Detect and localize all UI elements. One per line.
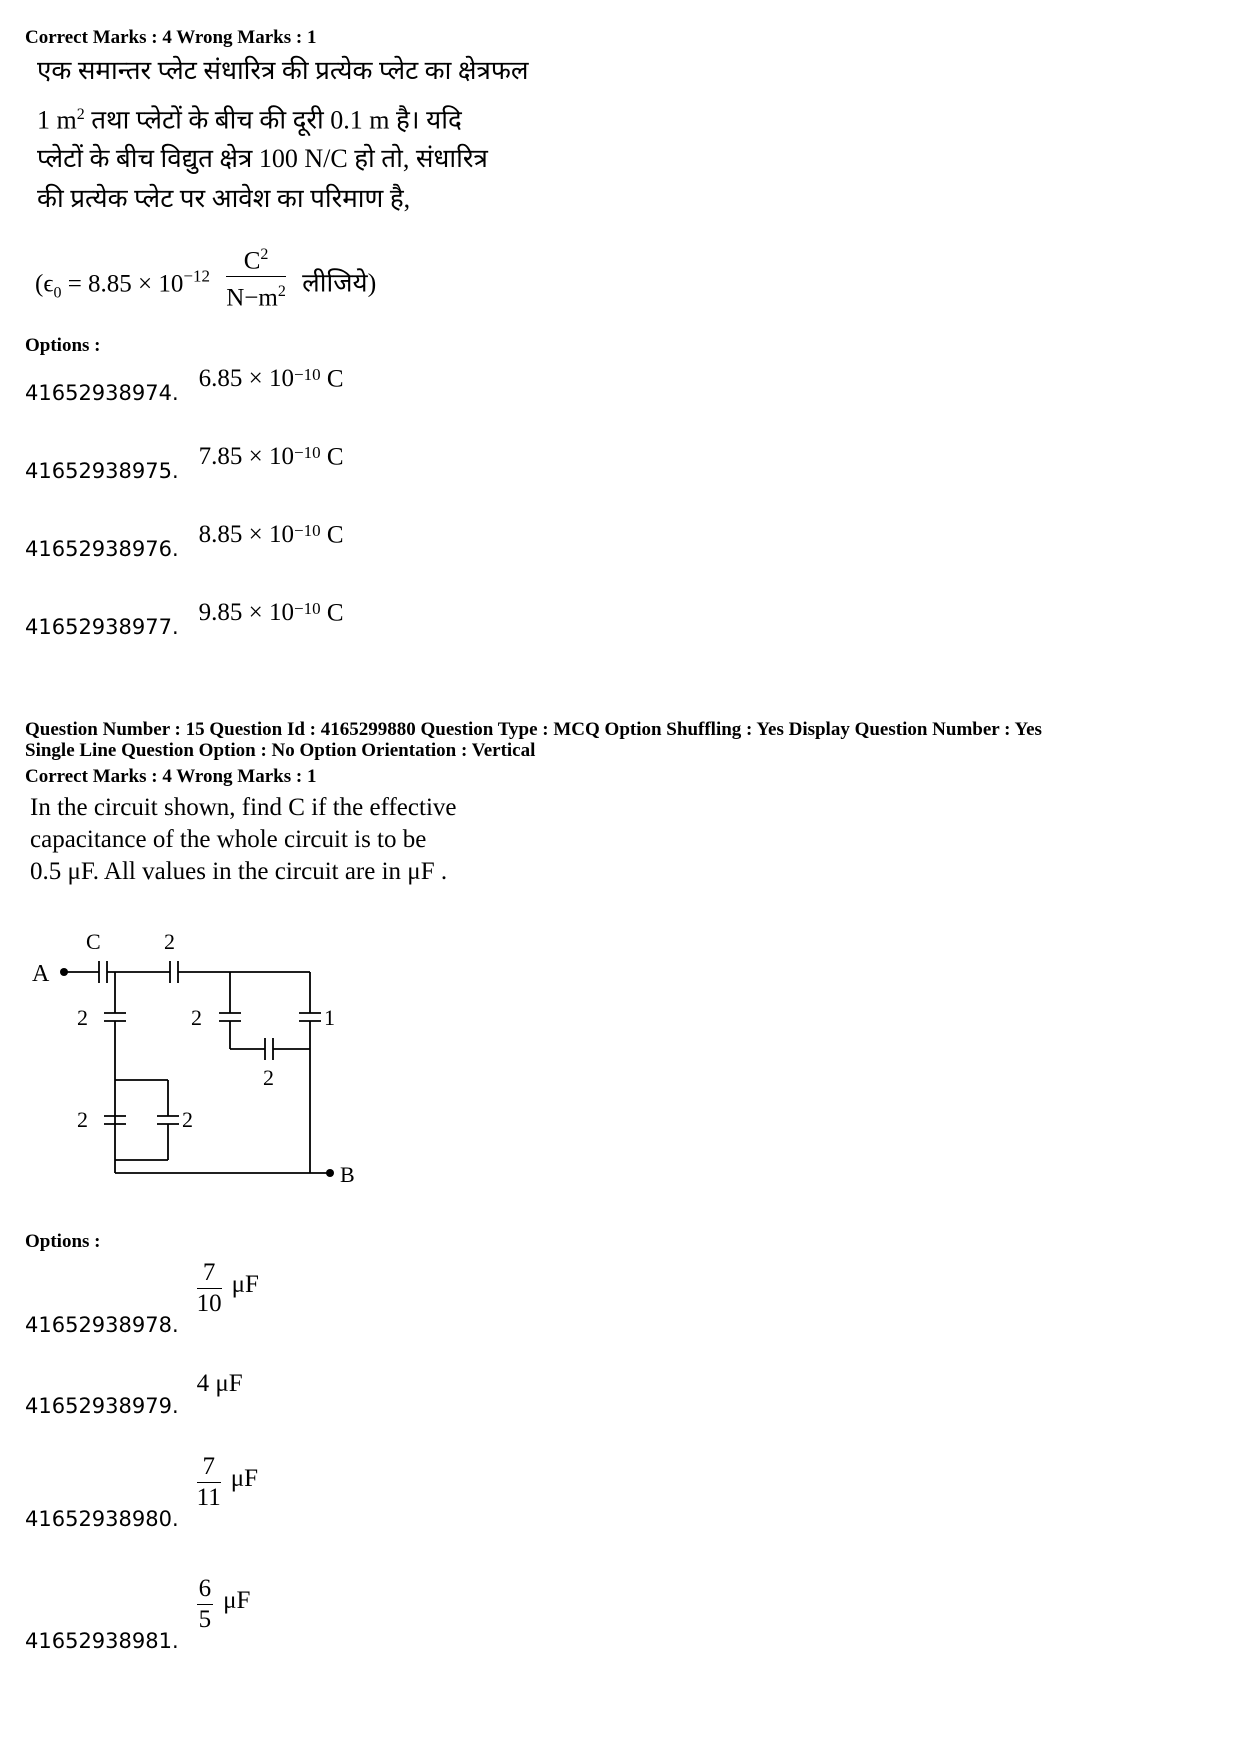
terminal-a-dot [60, 968, 68, 976]
option-id: 41652938975. [25, 459, 179, 484]
option-exp: −10 [294, 599, 321, 618]
q14-eps-prefix: (ϵ [35, 270, 54, 298]
option-mantissa: 8.85 × 10 [198, 521, 295, 549]
q14-area-exp: 2 [76, 106, 85, 123]
fraction-num: 7 [197, 1258, 222, 1289]
option-id: 41652938980. [25, 1507, 179, 1532]
option-unit: μF [230, 1465, 259, 1493]
fraction-den: 5 [198, 1606, 212, 1633]
option-unit: C [320, 599, 344, 627]
q14-epsilon-formula [35, 240, 376, 314]
option-mantissa: 9.85 × 10 [198, 599, 295, 627]
q15-option-4[interactable] [25, 1574, 251, 1654]
q14-eps-num-exp: 2 [260, 246, 269, 263]
option-unit: C [320, 443, 344, 471]
q14-eps-exp: −12 [183, 266, 210, 286]
fraction-num: 6 [197, 1574, 214, 1605]
label-low-2b: 2 [182, 1107, 193, 1132]
label-low-2a: 2 [77, 1107, 88, 1132]
q15-line-2: capacitance of the whole circuit is to be [30, 826, 427, 853]
q14-eps-suffix: लीजिये) [302, 268, 377, 298]
label-left-2: 2 [77, 1005, 88, 1030]
label-b: B [340, 1162, 355, 1187]
label-inner-2: 2 [263, 1065, 274, 1090]
q15-line-3: 0.5 μF. All values in the circuit are in μF . [30, 858, 448, 885]
option-mantissa: 6.85 × 10 [198, 365, 295, 393]
option-exp: −10 [294, 365, 321, 384]
option-fraction [197, 1452, 221, 1513]
q14-options-label: Options : [25, 335, 101, 356]
fraction-den: 10 [196, 1290, 222, 1317]
q15-option-1[interactable] [25, 1258, 259, 1338]
option-id: 41652938977. [25, 615, 179, 640]
q14-eps-den: N−m [226, 284, 278, 312]
q14-eps-sub: 0 [53, 284, 62, 302]
q14-line-2-text: तथा प्लेटों के बीच की दूरी 0.1 m है। यदि [91, 105, 462, 135]
option-id: 41652938979. [25, 1394, 179, 1418]
q15-option-2[interactable] [25, 1370, 243, 1418]
q14-line-1: एक समान्तर प्लेट संधारित्र की प्रत्येक प्लेट का क्षेत्रफल [37, 56, 529, 85]
option-unit: C [320, 365, 344, 393]
q15-option-3[interactable] [25, 1452, 259, 1532]
option-exp: −10 [294, 443, 321, 462]
q14-option-1[interactable] [25, 365, 344, 406]
label-top-2: 2 [164, 929, 175, 954]
label-c: C [86, 929, 101, 954]
circuit-diagram [20, 915, 380, 1205]
q14-option-4[interactable] [25, 599, 344, 640]
q15-header-line-2: Single Line Question Option : No Option Orientation : Vertical [25, 740, 536, 761]
q14-marks: Correct Marks : 4 Wrong Marks : 1 [25, 27, 317, 48]
option-fraction [197, 1258, 222, 1319]
option-id: 41652938976. [25, 537, 179, 562]
q15-options-label: Options : [25, 1231, 101, 1252]
option-exp: −10 [294, 521, 321, 540]
q14-area: 1 m [37, 105, 77, 135]
q15-marks: Correct Marks : 4 Wrong Marks : 1 [25, 766, 317, 787]
q14-eps-fraction [226, 240, 286, 314]
q15-header-line-1: Question Number : 15 Question Id : 4165299880 Question Type : MCQ Option Shuffling : Yes Display Question Number : Yes [25, 719, 1042, 740]
q15-line-1: In the circuit shown, find C if the effective [30, 794, 457, 821]
option-unit: μF [223, 1587, 251, 1615]
fraction-num: 7 [197, 1452, 221, 1483]
option-id: 41652938981. [25, 1629, 179, 1654]
q14-eps-num: C [243, 247, 261, 275]
option-unit: μF [231, 1271, 259, 1299]
label-a: A [32, 961, 50, 987]
option-mantissa: 7.85 × 10 [198, 443, 295, 471]
option-id: 41652938974. [25, 381, 179, 406]
q14-line-3: प्लेटों के बीच विद्युत क्षेत्र 100 N/C हो तो, संधारित्र [37, 144, 488, 173]
option-value: 4 μF [196, 1370, 243, 1397]
label-right-1: 1 [324, 1005, 335, 1030]
q14-eps-den-exp: 2 [277, 283, 286, 301]
option-id: 41652938978. [25, 1313, 179, 1338]
q14-eps-value: = 8.85 × 10 [61, 270, 184, 298]
q14-option-3[interactable] [25, 521, 344, 562]
terminal-b-dot [326, 1169, 334, 1177]
option-unit: C [320, 521, 344, 549]
q14-line-4: की प्रत्येक प्लेट पर आवेश का परिमाण है, [37, 184, 411, 213]
q14-line-2 [37, 96, 462, 139]
q14-option-2[interactable] [25, 443, 344, 484]
option-fraction [197, 1574, 214, 1635]
fraction-den: 11 [196, 1484, 221, 1511]
label-mid-2: 2 [191, 1005, 202, 1030]
